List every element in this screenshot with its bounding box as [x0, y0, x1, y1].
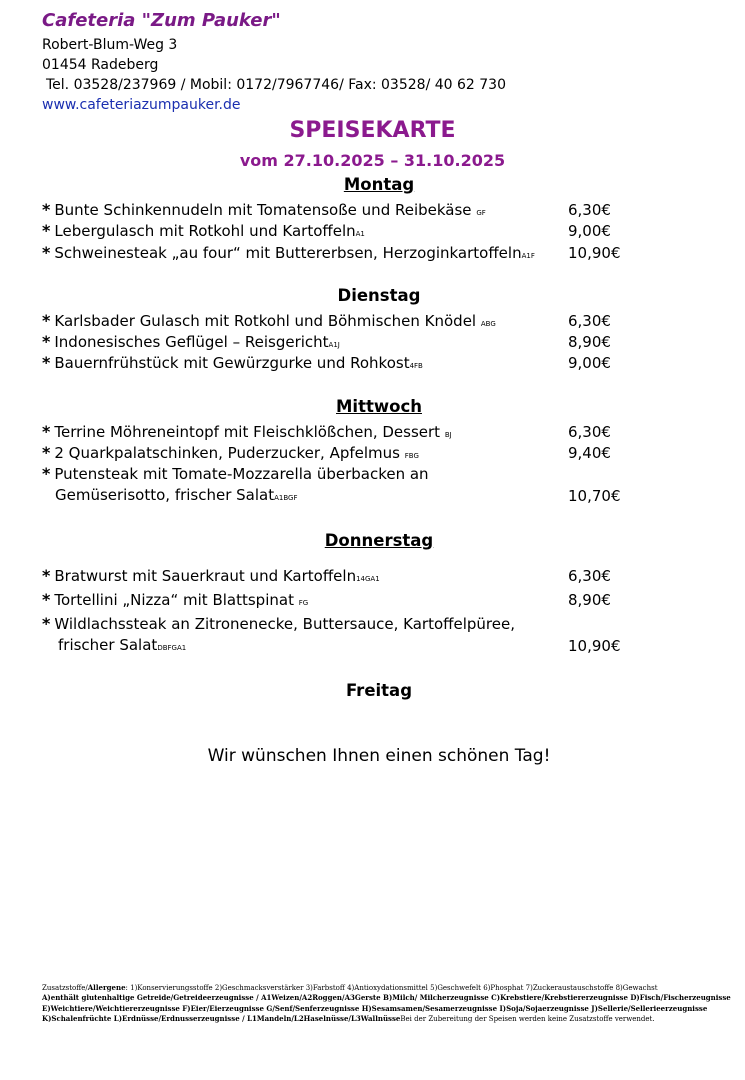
menu-item: * Putensteak mit Tomate-Mozzarella überbacken an — [42, 464, 429, 483]
menu-item: * Schweinesteak „au four“ mit Buttererbsen, HerzoginkartoffelnA1F — [42, 243, 535, 262]
menu-item: * Terrine Möhreneintopf mit Fleischklößchen, Dessert BJ — [42, 422, 452, 441]
price: 6,30€ — [568, 312, 611, 330]
menu-item: * Bunte Schinkennudeln mit Tomatensoße und Reibekäse GF — [42, 200, 486, 219]
menu-item: * Tortellini „Nizza“ mit Blattspinat FG — [42, 590, 309, 609]
menu-item: * Wildlachssteak an Zitronenecke, Buttersauce, Kartoffelpüree, — [42, 614, 515, 633]
footnote-line: Zusatzstoffe/Allergene: 1)Konservierungsstoffe 2)Geschmacksverstärker 3)Farbstoff 4)Antioxydationsmittel 5)Geschwefelt 6)Phosphat 7)Zuckeraustauschstoffe 8)Gewachst — [42, 983, 658, 992]
day-heading-donnerstag: Donnerstag — [324, 531, 434, 550]
restaurant-header — [42, 10, 506, 115]
footnote-line: A)enthält glutenhaltige Getreide/Getreideerzeugnisse / A1Weizen/A2Roggen/A3Gerste B)Milch/ Milcherzeugnisse C)Krebstiere/Krebstiererzeugnisse D)Fisch/Fischerzeugnisse — [42, 993, 731, 1003]
allergen-footnote — [42, 983, 731, 1025]
menu-item-continuation: frischer SalatDBFGA1 — [58, 636, 187, 654]
price: 6,30€ — [568, 567, 611, 585]
menu-dates: vom 27.10.2025 – 31.10.2025 — [239, 151, 506, 170]
contact-line: Tel. 03528/237969 / Mobil: 0172/7967746/ Fax: 03528/ 40 62 730 — [46, 77, 506, 93]
price: 9,40€ — [568, 444, 611, 462]
menu-item-continuation: Gemüserisotto, frischer SalatA1BGF — [55, 486, 298, 504]
street-address: Robert-Blum-Weg 3 — [42, 37, 178, 53]
menu-title: SPEISEKARTE — [289, 118, 456, 143]
price: 9,00€ — [568, 222, 611, 240]
menu-item: * 2 Quarkpalatschinken, Puderzucker, Apfelmus FBG — [42, 443, 419, 462]
price: 6,30€ — [568, 201, 611, 219]
day-heading-montag: Montag — [343, 175, 415, 194]
price: 9,00€ — [568, 354, 611, 372]
city-address: 01454 Radeberg — [42, 57, 159, 73]
menu-item: * Bauernfrühstück mit Gewürzgurke und Rohkost4FB — [42, 353, 423, 372]
menu-item: * Indonesisches Geflügel – ReisgerichtA1J — [42, 332, 340, 351]
price: 10,90€ — [568, 637, 621, 655]
price: 6,30€ — [568, 423, 611, 441]
price: 10,70€ — [568, 487, 621, 505]
day-heading-dienstag: Dienstag — [337, 286, 421, 305]
restaurant-name: Cafeteria "Zum Pauker" — [42, 10, 281, 31]
menu-item: * Karlsbader Gulasch mit Rotkohl und Böhmischen Knödel ABG — [42, 311, 496, 330]
website-link[interactable]: www.cafeteriazumpauker.de — [42, 97, 241, 113]
day-heading-freitag: Freitag — [345, 681, 413, 700]
menu-item: * Lebergulasch mit Rotkohl und KartoffelnA1 — [42, 221, 365, 240]
footnote-line: K)Schalenfrüchte L)Erdnüsse/Erdnusserzeugnisse / L1Mandeln/L2Haselnüsse/L3WallnüsseBei der Zubereitung der Speisen werden keine Zusatzstoffe verwendet. — [42, 1014, 655, 1024]
price: 8,90€ — [568, 591, 611, 609]
price: 10,90€ — [568, 244, 621, 262]
greeting: Wir wünschen Ihnen einen schönen Tag! — [207, 746, 551, 766]
menu-item: * Bratwurst mit Sauerkraut und Kartoffeln14GA1 — [42, 566, 380, 585]
day-heading-mittwoch: Mittwoch — [336, 397, 422, 416]
price: 8,90€ — [568, 333, 611, 351]
footnote-line: E)Weichtiere/Weichtiererzeugnisse F)Eier/Eierzeugnisse G/Senf/Senferzeugnisse H)Sesamsamen/Sesamerzeugnisse I)Soja/Sojaerzeugnisse J)Sellerie/Sellerieerzeugnisse — [42, 1003, 708, 1013]
